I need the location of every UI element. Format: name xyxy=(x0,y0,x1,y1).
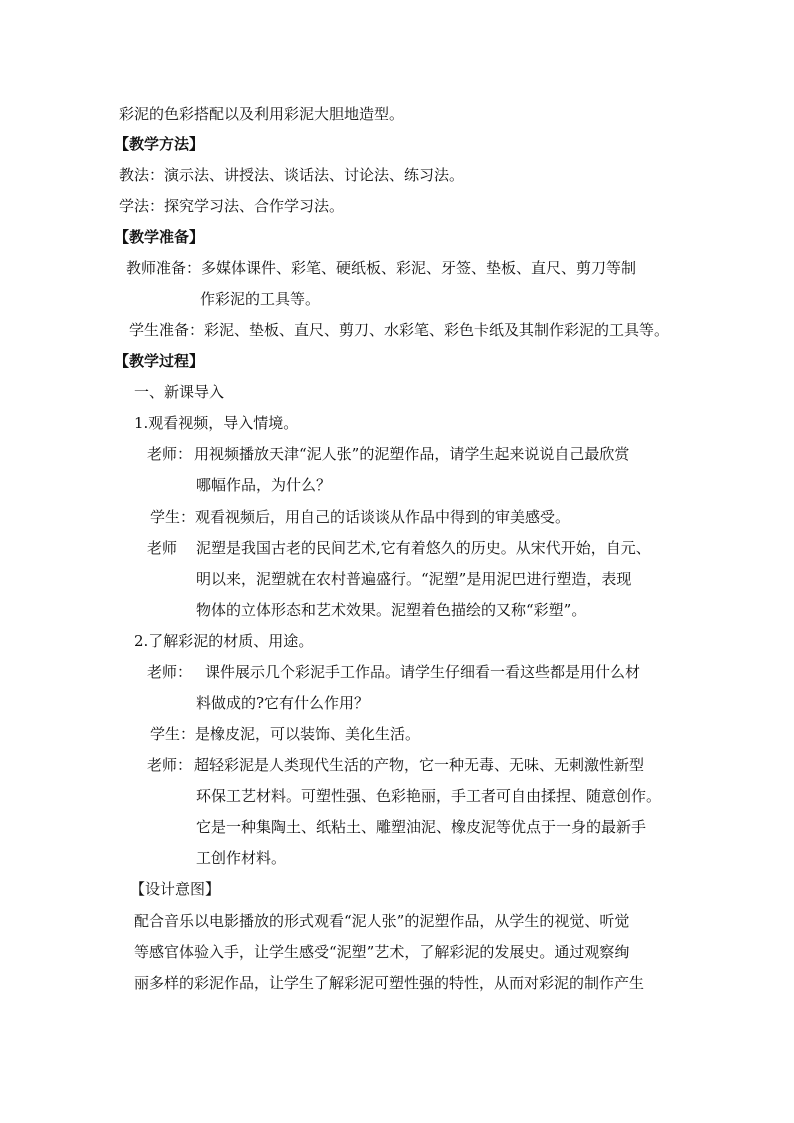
heading-design-intent: 【设计意图】 xyxy=(130,880,221,898)
teacher-text: 工创作材料。 xyxy=(196,849,287,867)
teaching-methods: 教法：演示法、讲授法、谈话法、讨论法、练习法。 xyxy=(119,166,465,184)
design-intent-line3: 丽多样的彩泥作品，让学生了解彩泥可塑性强的特性，从而对彩泥的制作产生 xyxy=(134,974,645,992)
teacher-label: 老师： xyxy=(147,663,193,681)
teacher-text: 它是一种集陶土、纸粘土、雕塑油泥、橡皮泥等优点于一身的最新手 xyxy=(196,818,647,836)
teacher-label: 老师 xyxy=(147,539,178,557)
teacher-text: 泥塑是我国古老的民间艺术,它有着悠久的历史。从宋代开始，自元、 xyxy=(196,539,651,557)
design-intent-line1: 配合音乐以电影播放的形式观看“泥人张”的泥塑作品，从学生的视觉、听觉 xyxy=(134,912,630,930)
heading-teaching-process: 【教学过程】 xyxy=(114,352,205,370)
teacher-prep-line1: 教师准备：多媒体课件、彩笔、硬纸板、彩泥、牙签、垫板、直尺、剪刀等制 xyxy=(126,259,637,277)
student-reply: 学生：观看视频后，用自己的话谈谈从作品中得到的审美感受。 xyxy=(150,508,571,526)
heading-teaching-method: 【教学方法】 xyxy=(114,135,205,153)
teacher-label: 老师： xyxy=(147,756,193,774)
teacher-text: 物体的立体形态和艺术效果。泥塑着色描绘的又称“彩塑”。 xyxy=(196,601,587,619)
teacher-text: 哪幅作品，为什么？ xyxy=(196,476,332,494)
teacher-text: 用视频播放天津“泥人张”的泥塑作品，请学生起来说说自己最欣赏 xyxy=(194,445,630,463)
step-learn-clay: 2.了解彩泥的材质、用途。 xyxy=(134,632,314,650)
objective-continuation: 彩泥的色彩搭配以及利用彩泥大胆地造型。 xyxy=(119,105,405,123)
learning-methods: 学法：探究学习法、合作学习法。 xyxy=(119,197,345,215)
teacher-text: 课件展示几个彩泥手工作品。请学生仔细看一看这些都是用什么材 xyxy=(205,663,641,681)
teacher-prep-line2: 作彩泥的工具等。 xyxy=(200,290,321,308)
teacher-text: 超轻彩泥是人类现代生活的产物，它一种无毒、无味、无刺激性新型 xyxy=(194,756,645,774)
student-reply: 学生：是橡皮泥，可以装饰、美化生活。 xyxy=(150,725,421,743)
student-prep: 学生准备：彩泥、垫板、直尺、剪刀、水彩笔、彩色卡纸及其制作彩泥的工具等。 xyxy=(129,321,670,339)
design-intent-line2: 等感官体验入手，让学生感受“泥塑”艺术，了解彩泥的发展史。通过观察绚 xyxy=(134,943,630,961)
teacher-text: 明以来，泥塑就在农村普遍盛行。“泥塑”是用泥巴进行塑造，表现 xyxy=(196,570,632,588)
teacher-text: 环保工艺材料。可塑性强、色彩艳丽，手工者可自由揉捏、随意创作。 xyxy=(196,787,662,805)
teacher-label: 老师： xyxy=(147,445,193,463)
section-new-lesson: 一、新课导入 xyxy=(134,383,225,401)
heading-teaching-prep: 【教学准备】 xyxy=(114,228,205,246)
teacher-text: 料做成的?它有什么作用？ xyxy=(196,694,370,712)
step-watch-video: 1.观看视频，导入情境。 xyxy=(134,414,299,432)
